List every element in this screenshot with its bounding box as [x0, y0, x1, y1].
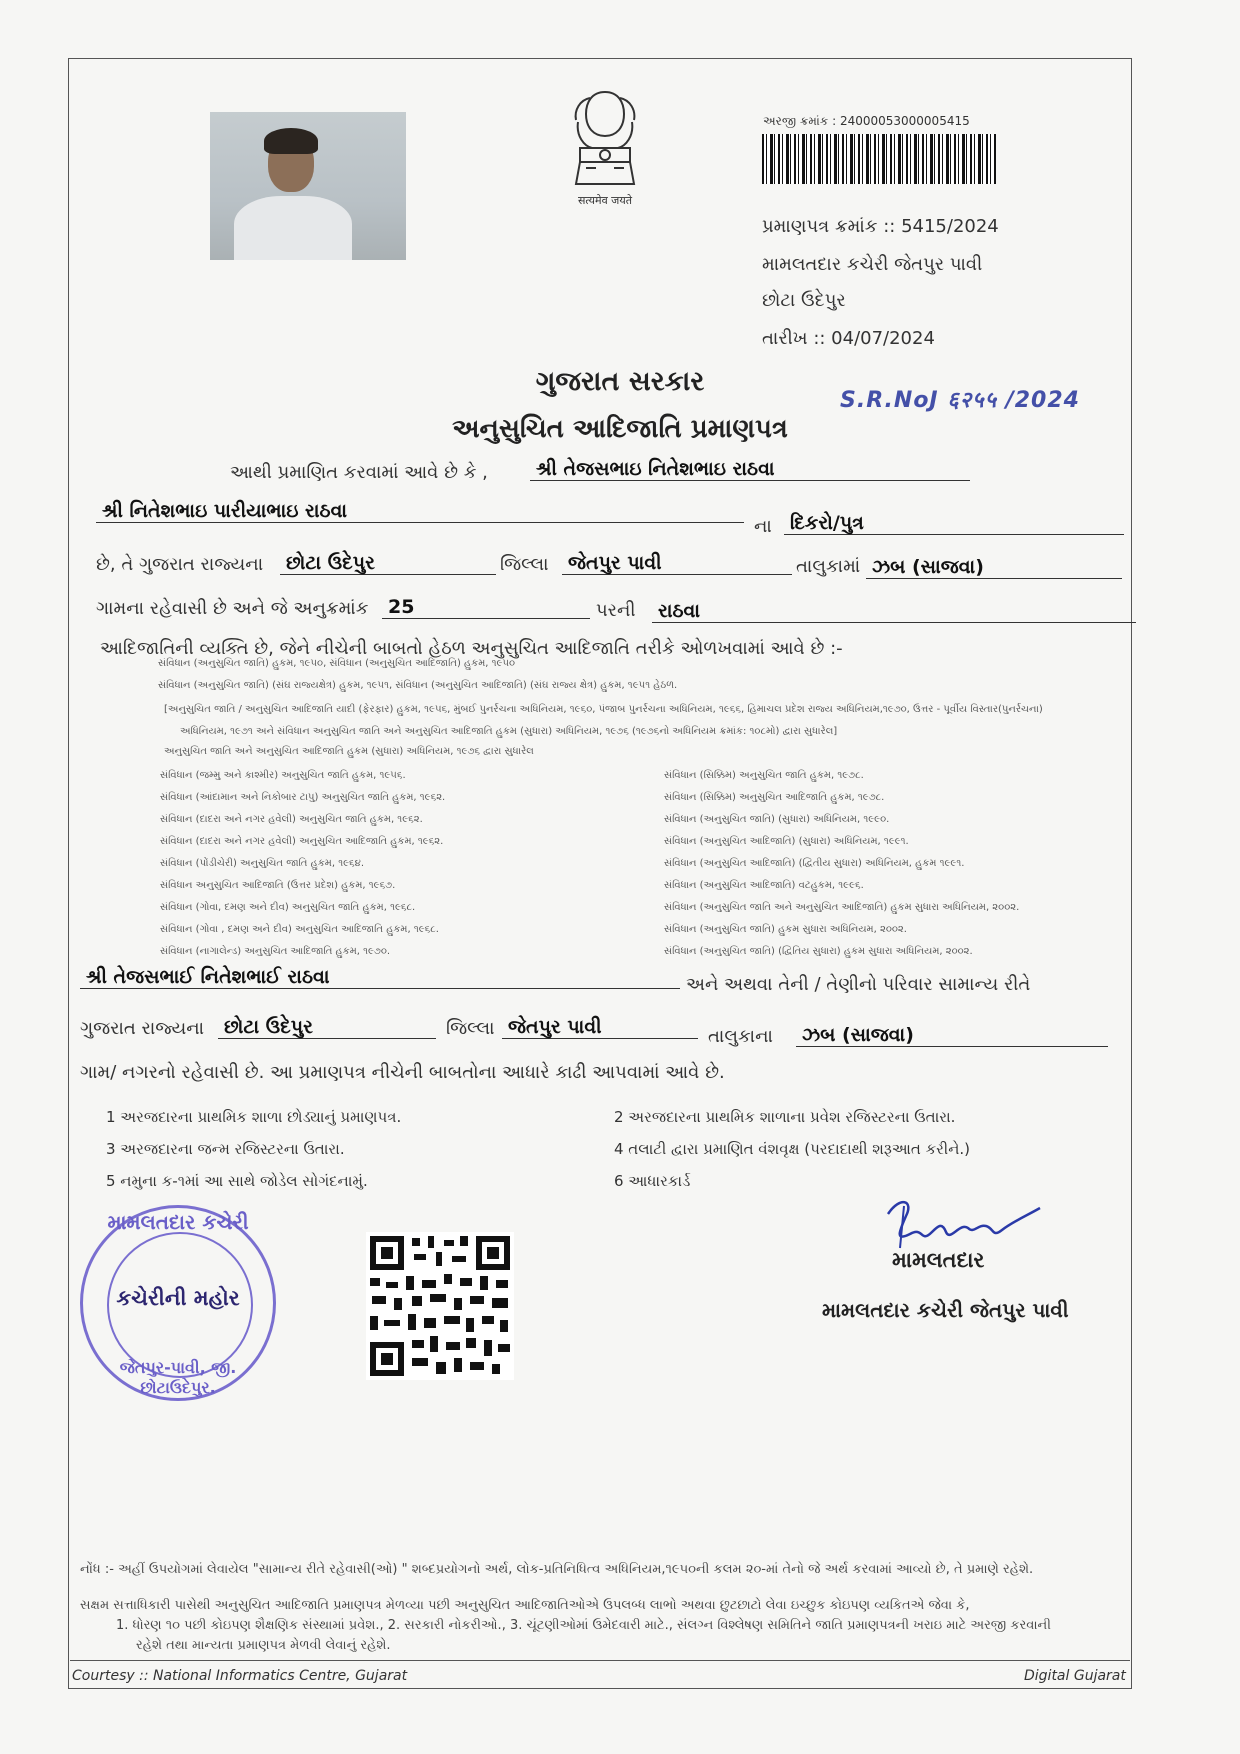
notes-paragraph: સક્ષમ સત્તાધિકારી પાસેથી અનુસુચિત આદિજાતિ પ્રમાણપત્ર મેળવ્યા પછી અનુસુચિત આદિજાતિઓએ ઉપલબ્ધ લાભો અથવા છુટછાટો લેવા ઇચ્છુક કોઇપણ વ્યકિતએ જેવા કે, — [80, 1598, 970, 1613]
village-value: ઝબ (સાજવા) — [866, 556, 1122, 579]
document-item-1: 1 અરજદારના પ્રાથમિક શાળા છોડ્યાનું પ્રમાણપત્ર. — [106, 1108, 402, 1126]
order-top-3: [અનુસુચિત જાતિ / અનુસુચિત આદિજાતિ યાદી (ફેરફાર) હુકમ, ૧૯૫૬, મુંબઈ પુનર્રચના અધિનિયમ, ૧૯૬૦, પંજાબ પુનર્રચના અધિનિયમ, ૧૯૬૬, હિમાચલ પ્રદેશ રાજ્ય અધિનિયમ,૧૯૭૦, ઉત્તર - પૂર્વીય વિસ્તાર(પુનર્રચના) — [164, 704, 1043, 715]
office-line-2: છોટા ઉદેપુર — [762, 290, 846, 311]
document-item-5: 5 નમુના ક-૧માં આ સાથે જોડેલ સોગંદનામું. — [106, 1172, 368, 1190]
district-label-2: જિલ્લા — [446, 1018, 495, 1039]
state-text: છે, તે ગુજરાત રાજ્યના — [96, 554, 264, 575]
district-label: જિલ્લા — [500, 554, 549, 575]
order-left-7: સંવિધાન (ગોવા, દમણ અને દીવ) અનુસુચિત જાતિ હુકમ, ૧૯૬૮. — [160, 902, 416, 913]
order-right-4: સંવિધાન (અનુસુચિત આદિજાતિ) (સુધારા) અધિનિયમ, ૧૯૯૧. — [664, 836, 909, 847]
applicant-photo — [210, 112, 406, 260]
order-top-5: અનુસુચિત જાતિ અને અનુસુચિત આદિજાતિ હુકમ (સુધારા) અધિનિયમ, ૧૯૭૬ દ્વારા સુધારેલ — [164, 746, 534, 757]
notes-item-1b: રહેશે તથા માન્યતા પ્રમાણપત્ર મેળવી લેવાનું રહેશે. — [136, 1638, 391, 1653]
taluka-label-2: તાલુકાના — [708, 1026, 773, 1047]
signatory-office: મામલતદાર કચેરી જેતપુર પાવી — [822, 1298, 1069, 1322]
applicant-name: શ્રી તેજસભાઇ નિતેશભાઇ રાઠવા — [530, 458, 970, 481]
signatory-title: મામલતદાર — [892, 1248, 985, 1272]
order-left-1: સંવિધાન (જમ્મુ અને કાશ્મીર) અનુસુચિત જાતિ હુકમ, ૧૯૫૬. — [160, 770, 406, 781]
order-right-2: સંવિધાન (સિક્કિમ) અનુસુચિત આદિજાતિ હુકમ, ૧૯૭૮. — [664, 792, 885, 803]
order-left-5: સંવિધાન (પોંડીચેરી) અનુસુચિત જાતિ હુકમ, ૧૯૬૪. — [160, 858, 365, 869]
certificate-number: પ્રમાણપત્ર ક્રમાંક :: 5415/2024 — [762, 216, 999, 237]
order-top-4: અધિનિયમ, ૧૯૭૧ અને સંવિધાન અનુસુચિત જાતિ અને અનુસુચિત આદિજાતિ હુકમ (સુધારા) અધિનિયમ, ૧૯૭૬ (૧૯૭૬નો અધિનિયમ ક્રમાંક: ૧૦૮મો) દ્વારા સુધારેલ] — [180, 726, 838, 737]
state-text-2: ગુજરાત રાજ્યના — [80, 1018, 205, 1039]
barcode — [762, 134, 996, 184]
order-left-2: સંવિધાન (આંદામાન અને નિકોબાર ટાપુ) અનુસુચિત જાતિ હુકમ, ૧૯૬૨. — [160, 792, 446, 803]
order-left-4: સંવિધાન (દાદરા અને નગર હવેલી) અનુસુચિત આદિજાતિ હુકમ, ૧૯૬૨. — [160, 836, 444, 847]
taluka-value-2: જેતપુર પાવી — [502, 1016, 698, 1039]
recognised-text: આદિજાતિની વ્યક્તિ છે, જેને નીચેની બાબતો હેઠળ અનુસુચિત આદિજાતિ તરીકે ઓળખવામાં આવે છે :- — [100, 638, 843, 659]
order-right-9: સંવિધાન (અનુસુચિત જાતિ) (દ્વિતિય સુધારા) હુકમ સુધારા અધિનિયમ, ૨૦૦૨. — [664, 946, 973, 957]
signature — [880, 1186, 1050, 1256]
seal-middle-text: કચેરીની મહોર — [116, 1286, 240, 1310]
state-emblem-icon — [556, 84, 654, 214]
emblem-motto: सत्यमेव जयते — [577, 194, 633, 207]
resident-text: ગામના રહેવાસી છે અને જે અનુક્રમાંક — [96, 598, 369, 619]
father-name: શ્રી નિતેશભાઇ પારીયાભાઇ રાઠવા — [96, 500, 744, 523]
document-item-6: 6 આધારકાર્ડ — [614, 1172, 691, 1190]
of-text: ના — [754, 516, 772, 537]
seal-top-text: મામલતદાર કચેરી — [107, 1210, 249, 1234]
district-value: છોટા ઉદેપુર — [280, 552, 496, 575]
qr-code — [366, 1232, 514, 1380]
application-number: અરજી ક્રમાંક : 24000053000005415 — [763, 114, 970, 128]
order-right-6: સંવિધાન (અનુસુચિત આદિજાતિ) વટહુકમ, ૧૯૯૬. — [664, 880, 864, 891]
order-right-1: સંવિધાન (સિક્કિમ) અનુસુચિત જાતિ હુકમ, ૧૯૭૮. — [664, 770, 864, 781]
order-left-6: સંવિધાન અનુસુચિત આદિજાતિ (ઉત્તર પ્રદેશ) હુકમ, ૧૯૬૭. — [160, 880, 396, 891]
order-top-1: સંવિધાન (અનુસુચિત જાતિ) હુકમ, ૧૯૫૦, સંવિધાન (અનુસુચિત આદિજાતિ) હુકમ, ૧૯૫૦ — [158, 658, 516, 669]
order-right-3: સંવિધાન (અનુસુચિત જાતિ) (સુધારા) અધિનિયમ, ૧૯૯૦. — [664, 814, 890, 825]
footer-divider — [70, 1660, 1130, 1661]
district-value-2: છોટા ઉદેપુર — [218, 1016, 436, 1039]
tribe-name: રાઠવા — [652, 600, 1136, 623]
family-text: અને અથવા તેની / તેણીનો પરિવાર સામાન્ય રીતે — [686, 974, 1031, 995]
serial-number: 25 — [382, 596, 590, 619]
order-right-8: સંવિધાન (અનુસુચિત જાતિ) હુકમ સુધારા અધિનિયમ, ૨૦૦૨. — [664, 924, 907, 935]
certificate-title: અનુસુચિત આદિજાતિ પ્રમાણપત્ર — [452, 414, 788, 444]
village-value-2: ઝબ (સાજવા) — [796, 1024, 1108, 1047]
note-text: નોંધ :- અહીં ઉપયોગમાં લેવાયેલ "સામાન્ય રીતે રહેવાસી(ઓ) " શબ્દપ્રયોગનો અર્થ, લોક-પ્રતિનિધિત્વ અધિનિયમ,૧૯૫૦ની કલમ ૨૦-માં તેનો જે અર્થ કરવામાં આવ્યો છે, તે પ્રમાણે રહેશે. — [80, 1562, 1034, 1577]
footer-brand: Digital Gujarat — [1024, 1668, 1126, 1684]
document-item-3: 3 અરજદારના જન્મ રજિસ્ટરના ઉતારા. — [106, 1140, 345, 1158]
certify-text: આથી પ્રમાણિત કરવામાં આવે છે કે , — [230, 462, 488, 483]
basis-text: ગામ/ નગરનો રહેવાસી છે. આ પ્રમાણપત્ર નીચેની બાબતોના આધારે કાઢી આપવામાં આવે છે. — [80, 1062, 725, 1083]
order-right-5: સંવિધાન (અનુસુચિત આદિજાતિ) (દ્વિતીય સુધારા) અધિનિયમ, હુકમ ૧૯૯૧. — [664, 858, 965, 869]
issue-date: તારીખ :: 04/07/2024 — [762, 328, 935, 349]
applicant-name-repeat: શ્રી તેજસભાઈ નિતેશભાઈ રાઠવા — [80, 966, 680, 989]
notes-item-1a: 1. ધોરણ ૧૦ પછી કોઇપણ શૈક્ષણિક સંસ્થામાં પ્રવેશ., 2. સરકારી નોકરીઓ., 3. ચૂંટણીઓમાં ઉમેદવારી માટે., સંલગ્ન વિશ્લેષણ સમિતિને જાતિ પ્રમાણપત્રની ખરાઇ માટે અરજી કરવાની — [116, 1618, 1051, 1633]
of-serial-text: પરની — [596, 600, 636, 621]
footer-courtesy: Courtesy :: National Informatics Centre, Gujarat — [72, 1668, 408, 1684]
office-line-1: મામલતદાર કચેરી જેતપુર પાવી — [762, 254, 983, 275]
taluka-value: જેતપુર પાવી — [562, 552, 792, 575]
order-left-8: સંવિધાન (ગોવા , દમણ અને દીવ) અનુસુચિત આદિજાતિ હુકમ, ૧૯૬૮. — [160, 924, 439, 935]
order-left-3: સંવિધાન (દાદરા અને નગર હવેલી) અનુસુચિત જાતિ હુકમ, ૧૯૬૨. — [160, 814, 423, 825]
sr-no-stamp: S.R.NoJ ६२५५ /2024 — [840, 388, 1080, 413]
document-item-2: 2 અરજદારના પ્રાથમિક શાળાના પ્રવેશ રજિસ્ટરના ઉતારા. — [614, 1108, 956, 1126]
certificate-border — [68, 58, 1132, 1689]
government-title: ગુજરાત સરકાર — [535, 366, 705, 397]
order-left-9: સંવિધાન (નાગાલેન્ડ) અનુસુચિત આદિજાતિ હુકમ, ૧૯૭૦. — [160, 946, 391, 957]
taluka-label: તાલુકામાં — [796, 556, 861, 577]
relation: દિકરો/પુત્ર — [784, 512, 1124, 535]
order-top-2: સંવિધાન (અનુસુચિત જાતિ) (સંઘ રાજ્યક્ષેત્ર) હુકમ, ૧૯૫૧, સંવિધાન (અનુસુચિત આદિજાતિ) (સંઘ રાજ્ય ક્ષેત્ર) હુકમ, ૧૯૫૧ હેઠળ. — [158, 680, 678, 691]
office-seal — [80, 1205, 276, 1401]
order-right-7: સંવિધાન (અનુસુચિત જાતિ અને અનુસુચિત આદિજાતિ) હુકમ સુધારા અધિનિયમ, ૨૦૦૨. — [664, 902, 1020, 913]
seal-bottom-text: જેતપુર-પાવી, જી. છોટાઉદેપુર. — [119, 1358, 237, 1397]
document-item-4: 4 તલાટી દ્વારા પ્રમાણિત વંશવૃક્ષ (પરદાદાથી શરૂઆત કરીને.) — [614, 1140, 971, 1158]
